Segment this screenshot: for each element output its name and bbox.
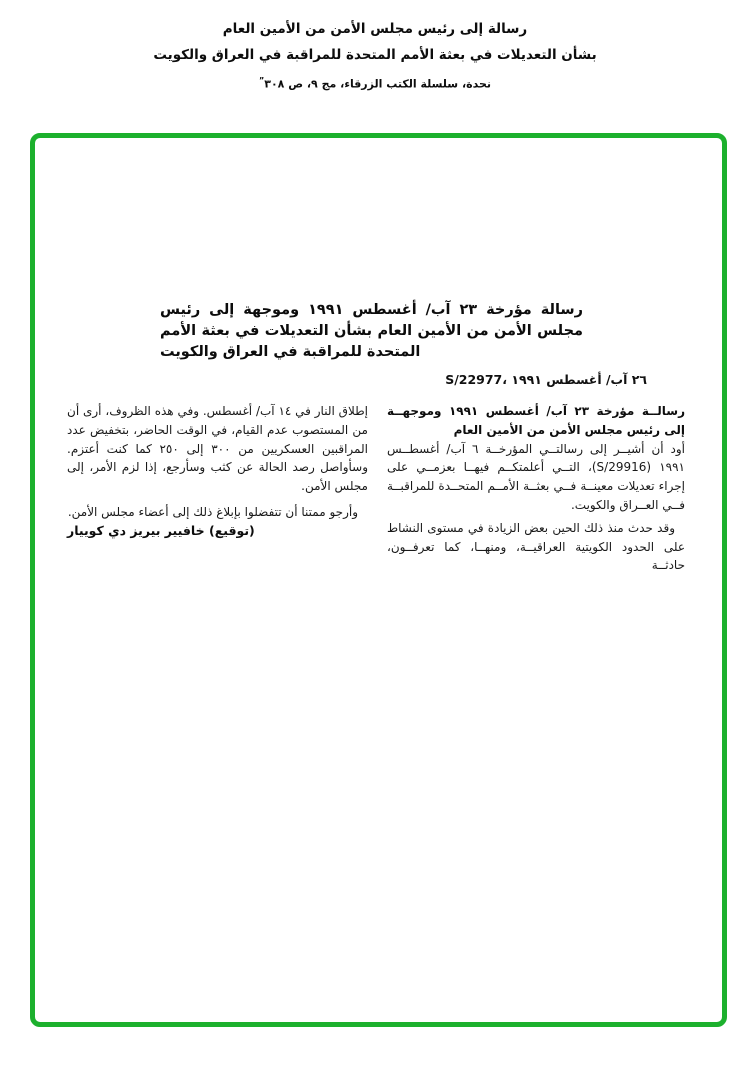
signature-line: (توقيع) خافيير بيريز دي كوييار bbox=[67, 522, 255, 538]
letter-heading: رسالــة مؤرخة ٢٣ آب/ أغسطس ١٩٩١ وموجهــة إلى رئيس مجلس الأمن من الأمين العام bbox=[387, 404, 686, 437]
document-body bbox=[65, 402, 685, 575]
footnote-mark: ” bbox=[258, 76, 265, 85]
header-source-text: نحدة، سلسلة الكتب الزرقاء، مج ٩، ص ٣٠٨ bbox=[264, 77, 492, 91]
paragraph: وقد حدث منذ ذلك الحين بعض الزيادة في مستوى النشاط على الحدود الكويتية العراقيــة، ومنهــا، كما تعرفــون، حادثــة bbox=[387, 520, 685, 573]
column-right bbox=[387, 402, 685, 575]
paragraph: أود أن أشيــر إلى رسالتــي المؤرخــة ٦ آب/ أغسطــس ١٩٩١ (S/29916)، التــي أعلمتكــم فيهــا بعزمــي على إجراء تعديلات معينــة فــي بعثــة الأمــم المتحــدة للمراقبــة فــي العــراق والكويت. bbox=[387, 441, 686, 512]
column-left bbox=[67, 402, 368, 575]
paragraph: إطلاق النار في ١٤ آب/ أغسطس. وفي هذه الظروف، أرى أن من المستصوب عدم القيام، في الوقت الحاضر، بتخفيض عدد المراقبين العسكريين من ٣٠٠ إلى ٢٥٠ كما كنت أعتزم. وسأواصل رصد الحالة عن كثب وسأرجع، إذا لزم الأمر، إلى مجلس الأمن. bbox=[67, 404, 368, 494]
paragraph: وأرجو ممتنا أن تتفضلوا بإبلاغ ذلك إلى أعضاء مجلس الأمن. bbox=[67, 504, 358, 519]
document-reference: S/22977، ٢٦ آب/ أغسطس ١٩٩١ bbox=[445, 372, 647, 387]
document-box bbox=[30, 133, 727, 1027]
page-header bbox=[0, 21, 750, 91]
header-title: رسالة إلى رئيس مجلس الأمن من الأمين العام bbox=[222, 21, 528, 37]
header-source-line bbox=[0, 76, 750, 91]
header-subtitle: بشأن التعديلات في بعثة الأمم المتحدة للمراقبة في العراق والكويت bbox=[153, 47, 597, 63]
document-title: رسالة مؤرخة ٢٣ آب/ أغسطس ١٩٩١ وموجهة إلى رئيس مجلس الأمن من الأمين العام بشأن التعديلات في بعثة الأمم المتحدة للمراقبة في العراق والكويت bbox=[160, 302, 584, 360]
